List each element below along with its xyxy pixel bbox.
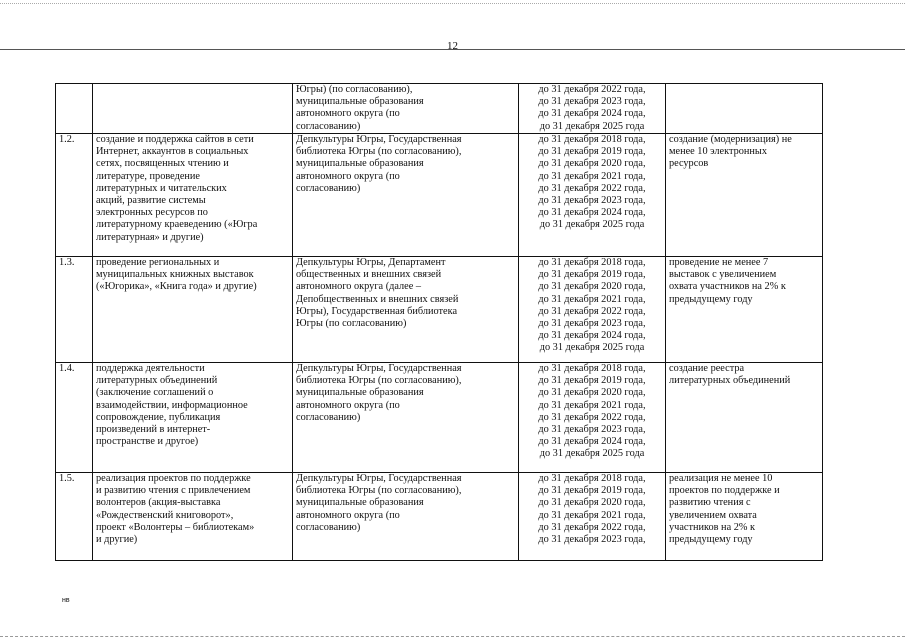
row-number-cell: 1.2.	[56, 134, 93, 257]
result-cell: создание (модернизация) не менее 10 электронных ресурсов	[666, 134, 823, 257]
executors-cell: Депкультуры Югры, Государственная библиотека Югры (по согласованию), муниципальные образования автономного округа (по согласованию)	[293, 363, 519, 473]
activity-cell: проведение региональных и муниципальных книжных выставок («Югорика», «Книга года» и другие)	[93, 257, 293, 363]
executors-cell: Депкультуры Югры, Государственная библиотека Югры (по согласованию), муниципальные образования автономного округа (по согласованию)	[293, 473, 519, 561]
terms-cell: до 31 декабря 2018 года, до 31 декабря 2019 года, до 31 декабря 2020 года, до 31 декабря 2021 года, до 31 декабря 2022 года, до 31 декабря 2023 года, до 31 декабря 2024 года, до 31 декабря 2025 года	[519, 363, 666, 473]
activity-cell: поддержка деятельности литературных объединений (заключение соглашений о взаимодействии, информационное сопровождение, публикация произведений в интернет- пространстве и другое)	[93, 363, 293, 473]
row-number-cell: 1.5.	[56, 473, 93, 561]
result-cell: создание реестра литературных объединений	[666, 363, 823, 473]
author-initials: нв	[62, 597, 70, 604]
row-number-cell: 1.4.	[56, 363, 93, 473]
table-row	[56, 363, 823, 473]
terms-cell: до 31 декабря 2022 года, до 31 декабря 2023 года, до 31 декабря 2024 года, до 31 декабря 2025 года	[519, 84, 666, 134]
terms-cell: до 31 декабря 2018 года, до 31 декабря 2019 года, до 31 декабря 2020 года, до 31 декабря 2021 года, до 31 декабря 2022 года, до 31 декабря 2023 года,	[519, 473, 666, 561]
executors-cell: Депкультуры Югры, Департамент общественных и внешних связей автономного округа (далее – Депобщественных и внешних связей Югры), Государственная библиотека Югры (по согласованию)	[293, 257, 519, 363]
table-row	[56, 134, 823, 257]
table-row	[56, 84, 823, 134]
table-row	[56, 473, 823, 561]
table-row	[56, 257, 823, 363]
activity-cell: создание и поддержка сайтов в сети Интернет, аккаунтов в социальных сетях, посвященных чтению и литературе, проведение литературных и читательских акций, развитие системы электронных ресурсов по литературному краеведению («Югра литературная» и другие)	[93, 134, 293, 257]
scan-edge-line-bottom	[0, 636, 905, 637]
terms-cell: до 31 декабря 2018 года, до 31 декабря 2019 года, до 31 декабря 2020 года, до 31 декабря 2021 года, до 31 декабря 2022 года, до 31 декабря 2023 года, до 31 декабря 2024 года, до 31 декабря 2025 года	[519, 134, 666, 257]
activity-cell: реализация проектов по поддержке и развитию чтения с привлечением волонтеров (акция-выставка «Рождественский книговорот», проект «Волонтеры – библиотекам» и другие)	[93, 473, 293, 561]
executors-cell: Югры) (по согласованию), муниципальные образования автономного округа (по согласованию)	[293, 84, 519, 134]
terms-cell: до 31 декабря 2018 года, до 31 декабря 2019 года, до 31 декабря 2020 года, до 31 декабря 2021 года, до 31 декабря 2022 года, до 31 декабря 2023 года, до 31 декабря 2024 года, до 31 декабря 2025 года	[519, 257, 666, 363]
scan-edge-line	[0, 3, 905, 4]
result-cell: реализация не менее 10 проектов по поддержке и развитию чтения с увеличением охвата участников на 2% к предыдущему году	[666, 473, 823, 561]
result-cell	[666, 84, 823, 134]
result-cell: проведение не менее 7 выставок с увеличением охвата участников на 2% к предыдущему году	[666, 257, 823, 363]
row-number-cell: 1.3.	[56, 257, 93, 363]
measures-table	[55, 83, 823, 561]
row-number-cell	[56, 84, 93, 134]
page-number: 12	[447, 40, 458, 52]
activity-cell	[93, 84, 293, 134]
executors-cell: Депкультуры Югры, Государственная библиотека Югры (по согласованию), муниципальные образования автономного округа (по согласованию)	[293, 134, 519, 257]
